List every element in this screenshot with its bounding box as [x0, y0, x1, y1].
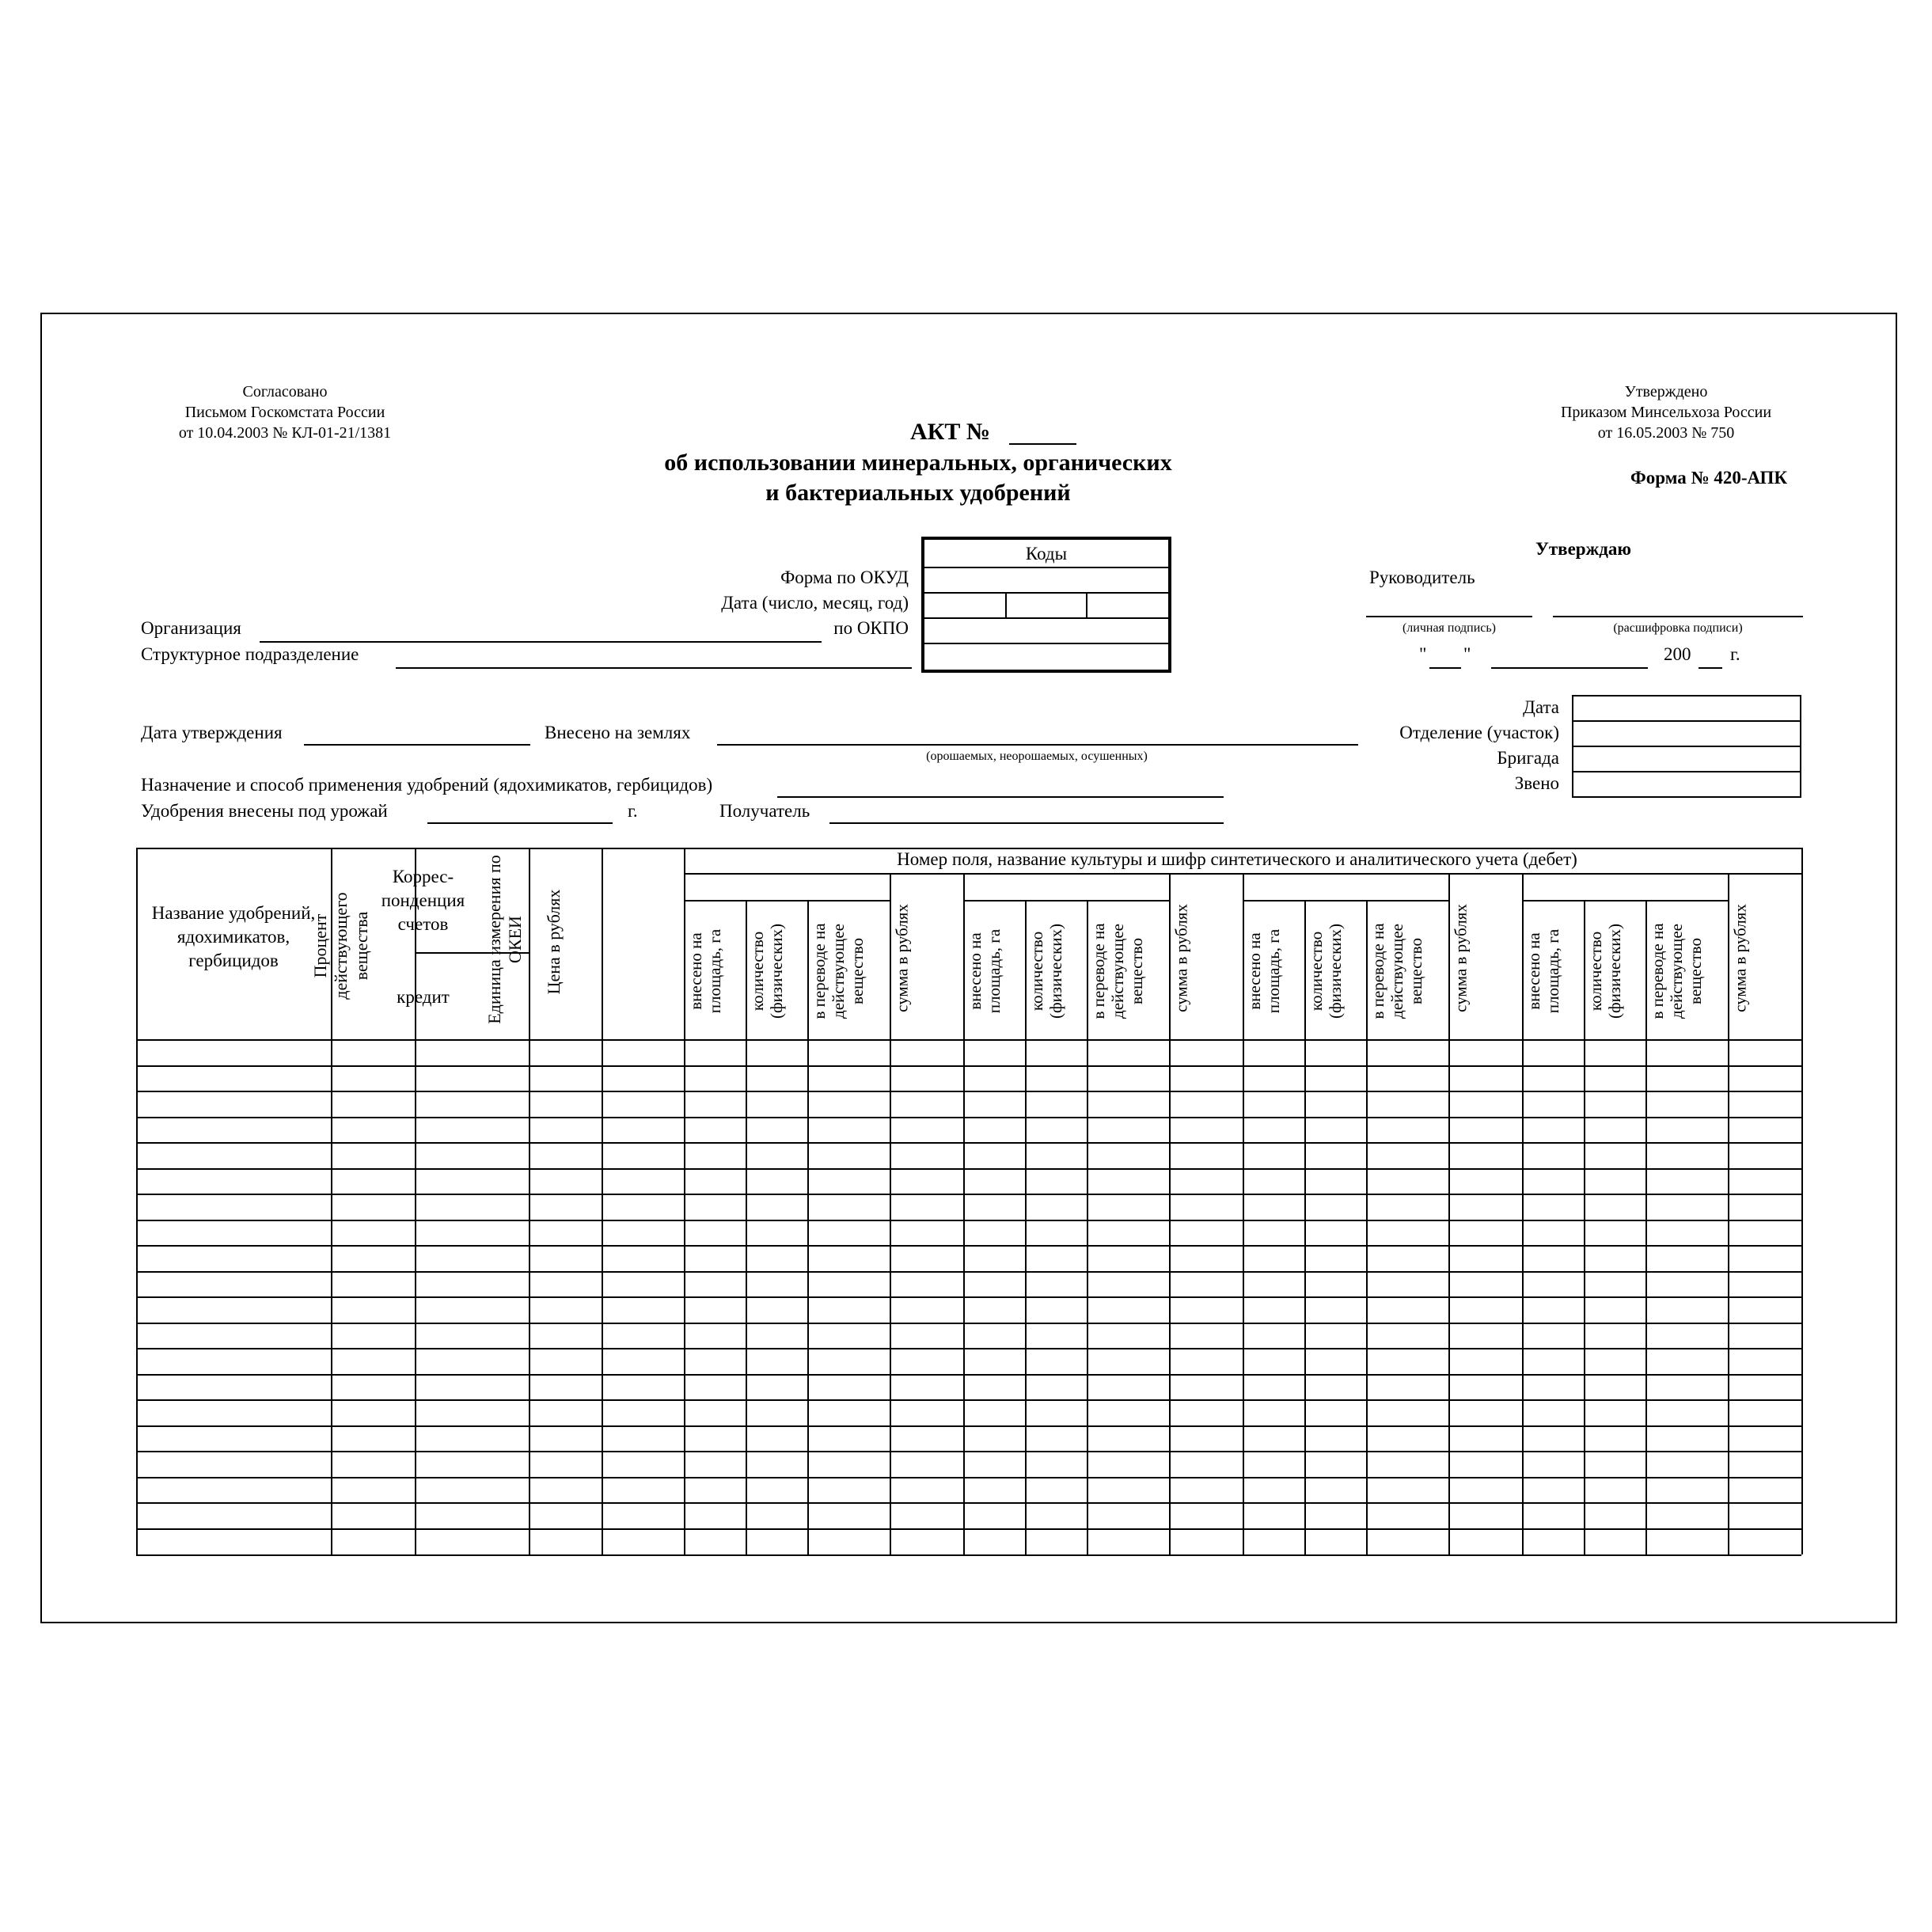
- quote-close: ": [1463, 644, 1471, 664]
- group-2-sep-2: [1366, 900, 1368, 1554]
- sub-sum-header: сумма в рублях: [1730, 903, 1749, 1012]
- okpo-label: по ОКПО: [833, 618, 909, 638]
- table-row-line-17: [136, 1477, 1801, 1478]
- col-price-header: Цена в рублях: [544, 889, 564, 995]
- sub-sum-header: сумма в рублях: [1171, 903, 1190, 1012]
- decode-hint: (расшифровка подписи): [1613, 621, 1743, 635]
- department-cell[interactable]: [1573, 746, 1800, 747]
- act-subtitle-2: и бактериальных удобрений: [765, 480, 1071, 506]
- year-suffix: г.: [1730, 644, 1740, 664]
- day-field[interactable]: [1429, 667, 1461, 669]
- signature-hint: (личная подпись): [1402, 621, 1497, 635]
- brigade-cell[interactable]: [1573, 771, 1800, 772]
- col-unit-header: Единица измерения по ОКЕИ: [484, 855, 525, 1024]
- approval-left-line1: Согласовано: [242, 383, 328, 400]
- year-field[interactable]: [1699, 667, 1722, 669]
- table-top-border: [136, 848, 1801, 849]
- sub-qty-header: количество (физических): [1586, 923, 1624, 1019]
- group-3-subline: [1522, 900, 1728, 901]
- group-0-sep-1: [746, 900, 747, 1554]
- purpose-field[interactable]: [777, 796, 1224, 798]
- date-divider-1: [1005, 592, 1007, 617]
- decode-field[interactable]: [1553, 616, 1803, 617]
- fertilizer-table: [136, 848, 1801, 1554]
- table-row-line-18: [136, 1502, 1801, 1504]
- date-cell[interactable]: [924, 617, 1168, 619]
- lands-label: Внесено на землях: [545, 723, 691, 742]
- lands-field[interactable]: [717, 744, 1358, 746]
- lands-hint: (орошаемых, неорошаемых, осушенных): [926, 750, 1148, 763]
- approval-right: [1528, 381, 1805, 443]
- sub-area-header: внесено на площадь, га: [1245, 928, 1283, 1014]
- table-row-line-7: [136, 1220, 1801, 1221]
- col-corr-header: Коррес- понденция счетов: [381, 867, 465, 934]
- head-label: Руководитель: [1369, 567, 1475, 587]
- approval-left-line2: Письмом Госкомстата России: [184, 404, 385, 421]
- sub-qty-header: количество (физических): [748, 923, 786, 1019]
- recipient-label: Получатель: [719, 801, 810, 821]
- table-row-line-11: [136, 1323, 1801, 1324]
- table-row-line-3: [136, 1117, 1801, 1118]
- table-row-line-12: [136, 1348, 1801, 1349]
- table-row-line-9: [136, 1271, 1801, 1273]
- purpose-label: Назначение и способ применения удобрений (ядохимикатов, гербицидов): [141, 775, 713, 795]
- codes-divider: [924, 567, 1168, 568]
- col-percent-header: Процент действующего вещества: [310, 892, 371, 1000]
- link-label: Звено: [1514, 773, 1559, 793]
- crop-year-suffix: г.: [628, 801, 638, 821]
- fixed-col-line-3: [602, 848, 603, 1554]
- signature-field[interactable]: [1366, 616, 1532, 617]
- sub-active-header: в переводе на действующее вещество: [1089, 923, 1146, 1019]
- table-bottom-border: [136, 1554, 1801, 1556]
- group-header: Номер поля, название культуры и шифр синтетического и аналитического учета (дебет): [897, 849, 1577, 869]
- approval-right-line3: от 16.05.2003 № 750: [1597, 424, 1735, 442]
- sub-active-header: в переводе на действующее вещество: [1368, 923, 1425, 1019]
- table-left-border: [136, 848, 138, 1554]
- sub-active-header: в переводе на действующее вещество: [1648, 923, 1705, 1019]
- approval-date-field[interactable]: [304, 744, 530, 746]
- col-credit-header: кредит: [397, 987, 450, 1007]
- org-label: Организация: [141, 618, 241, 638]
- act-title: АКТ №: [910, 419, 991, 445]
- approval-date-label: Дата утверждения: [141, 723, 283, 742]
- sub-sum-header: сумма в рублях: [892, 903, 911, 1012]
- group-1-sep-2: [1087, 900, 1088, 1554]
- codes-box: [921, 537, 1171, 673]
- year-prefix: 200: [1664, 644, 1691, 664]
- okud-label: Форма по ОКУД: [780, 567, 909, 587]
- brigade-label: Бригада: [1497, 748, 1559, 768]
- group-1-subline: [963, 900, 1169, 901]
- sub-area-header: внесено на площадь, га: [966, 928, 1004, 1014]
- unit-field[interactable]: [396, 667, 912, 669]
- group-3-sep-2: [1645, 900, 1647, 1554]
- corr-split-line: [415, 952, 529, 954]
- table-row-line-16: [136, 1451, 1801, 1452]
- month-field[interactable]: [1491, 667, 1648, 669]
- fixed-col-line-0: [331, 848, 332, 1554]
- table-row-line-10: [136, 1296, 1801, 1298]
- sub-area-header: внесено на площадь, га: [1524, 928, 1562, 1014]
- table-row-line-14: [136, 1399, 1801, 1401]
- approval-left-line3: от 10.04.2003 № КЛ-01-21/1381: [178, 424, 392, 442]
- form-number: Форма № 420-АПК: [1630, 468, 1788, 488]
- table-row-line-4: [136, 1142, 1801, 1144]
- approval-right-line1: Утверждено: [1624, 383, 1708, 400]
- act-number-field[interactable]: [1009, 443, 1076, 445]
- table-row-line-19: [136, 1528, 1801, 1530]
- sub-active-header: в переводе на действующее вещество: [810, 923, 867, 1019]
- right-date-label: Дата: [1523, 697, 1559, 717]
- table-row-line-1: [136, 1065, 1801, 1067]
- department-label: Отделение (участок): [1399, 723, 1559, 742]
- sub-qty-header: количество (физических): [1307, 923, 1345, 1019]
- fixed-col-line-2: [529, 848, 530, 1554]
- group-0-sep-2: [807, 900, 809, 1554]
- approval-right-line2: Приказом Минсельхоза России: [1560, 404, 1772, 421]
- table-row-line-15: [136, 1425, 1801, 1427]
- date-divider-2: [1086, 592, 1087, 617]
- group-2-sep-1: [1304, 900, 1306, 1554]
- fixed-col-line-4: [684, 848, 685, 1554]
- quote-open: ": [1419, 644, 1427, 664]
- table-row-line-13: [136, 1374, 1801, 1376]
- right-date-cell[interactable]: [1573, 720, 1800, 722]
- table-row-line-2: [136, 1091, 1801, 1092]
- recipient-field[interactable]: [829, 822, 1224, 824]
- table-row-line-6: [136, 1194, 1801, 1195]
- org-field[interactable]: [260, 641, 822, 643]
- sub-qty-header: количество (физических): [1027, 923, 1065, 1019]
- act-subtitle-1: об использовании минеральных, органических: [664, 450, 1172, 476]
- unit-label: Структурное подразделение: [141, 644, 359, 664]
- crop-field[interactable]: [427, 822, 613, 824]
- col-name-header: Название удобрений, ядохимикатов, гербицидов: [151, 903, 316, 970]
- group-2-subline: [1243, 900, 1448, 901]
- group-0-subline: [684, 900, 890, 901]
- codes-header: Коды: [1025, 544, 1068, 564]
- date-label: Дата (число, месяц, год): [721, 593, 909, 613]
- sub-area-header: внесено на площадь, га: [686, 928, 724, 1014]
- sub-sum-header: сумма в рублях: [1451, 903, 1470, 1012]
- crop-label: Удобрения внесены под урожай: [141, 801, 388, 821]
- table-row-line-5: [136, 1168, 1801, 1170]
- okpo-cell[interactable]: [924, 643, 1168, 644]
- okud-cell[interactable]: [924, 592, 1168, 594]
- header-bottom-line: [136, 1039, 1801, 1041]
- table-row-line-8: [136, 1245, 1801, 1247]
- group-1-sep-1: [1025, 900, 1027, 1554]
- right-codes-table: [1572, 695, 1801, 798]
- table-right-border: [1801, 848, 1803, 1554]
- group-3-sep-1: [1584, 900, 1585, 1554]
- approve-title: Утверждаю: [1535, 539, 1631, 559]
- approval-left: [158, 381, 412, 443]
